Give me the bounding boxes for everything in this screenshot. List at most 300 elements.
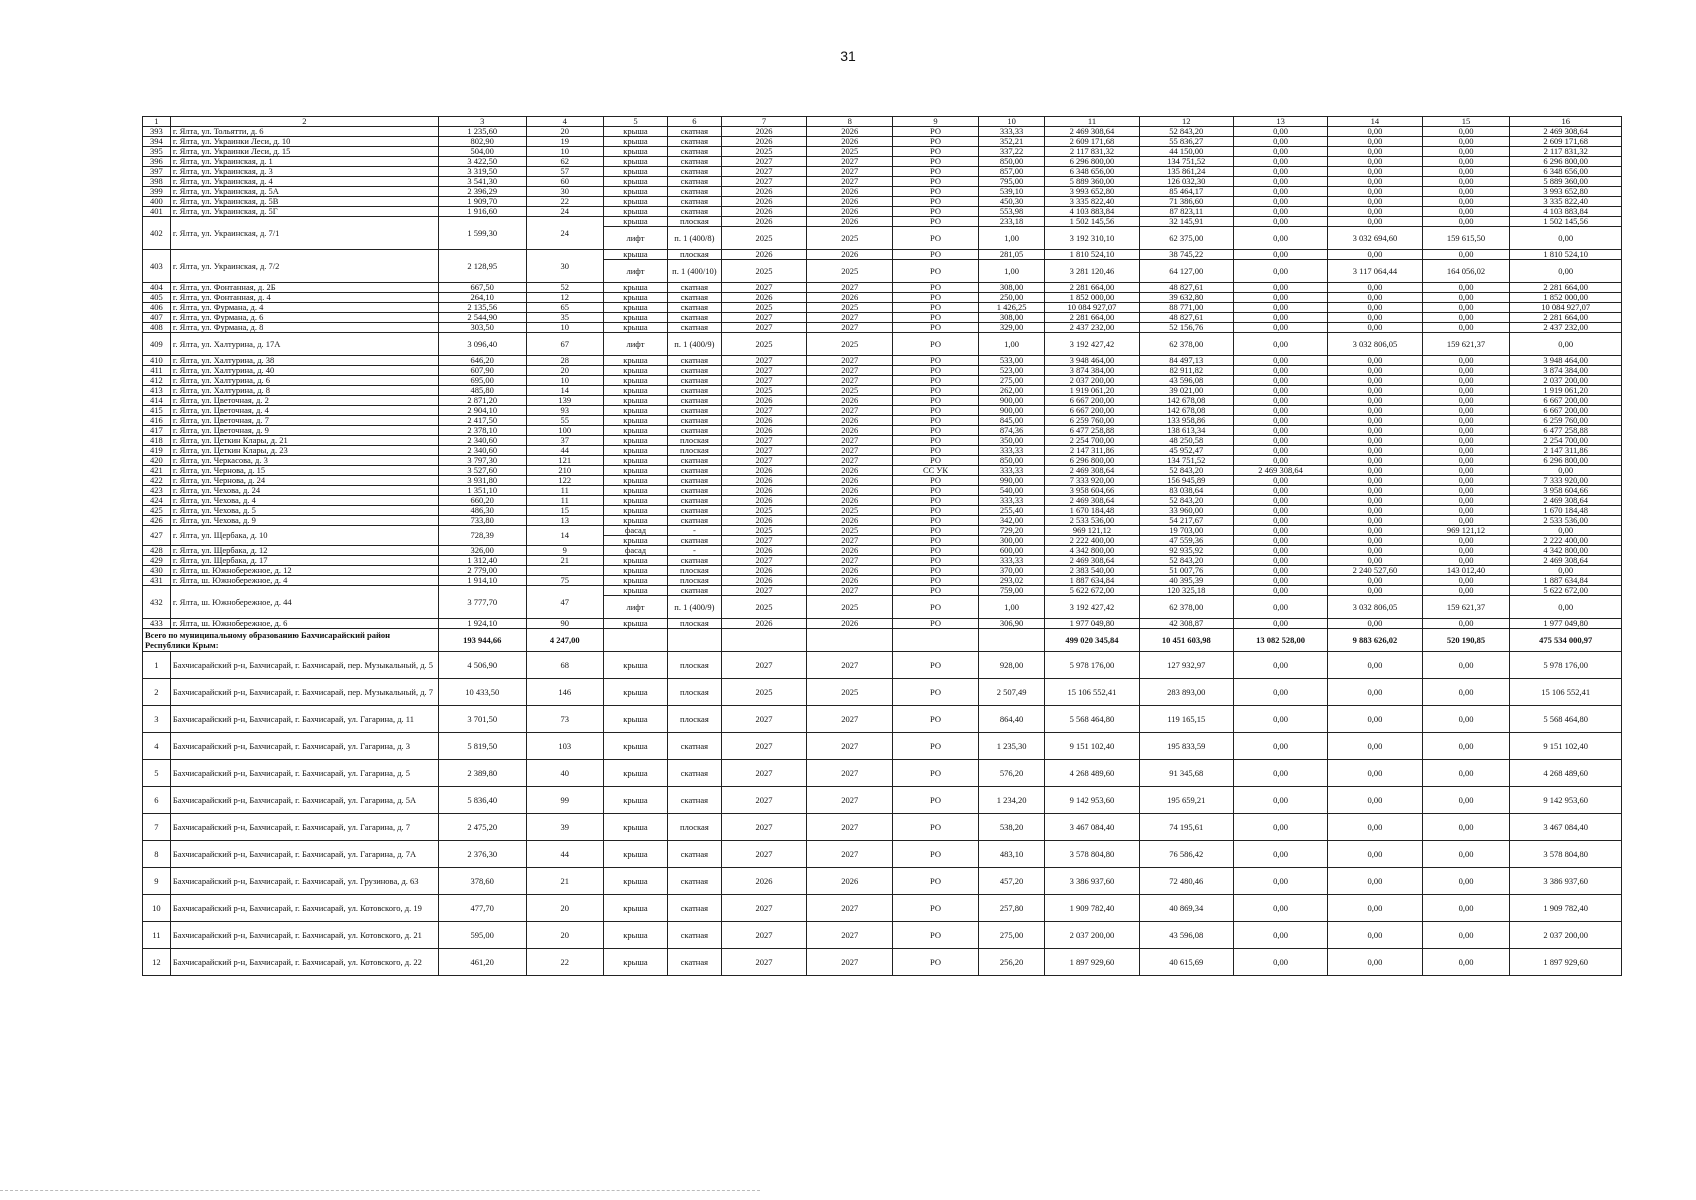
residents-cell: 57 [526,167,603,177]
budget-cell: 0,00 [1422,679,1510,706]
regional-operator-cell: 2 037 200,00 [1510,376,1622,386]
address-cell: Бахчисарайский р-н, Бахчисарай, г. Бахчисарай, ул. Гагарина, д. 5А [170,787,438,814]
year-fact-cell: 2026 [807,619,893,629]
fund-cell: 0,00 [1328,366,1422,376]
method-cell: РО [893,217,979,227]
owner-funds-cell: 0,00 [1233,814,1327,841]
regional-operator-cell: 6 667 200,00 [1510,406,1622,416]
owner-funds-cell: 0,00 [1233,787,1327,814]
control-cost-cell: 127 932,97 [1139,652,1233,679]
type-cell: скатная [668,293,722,303]
year-plan-cell: 2027 [721,157,807,167]
residents-cell: 35 [526,313,603,323]
area-cell: 3 422,50 [438,157,526,167]
year-plan-cell: 2027 [721,841,807,868]
control-cost-cell: 52 843,20 [1139,496,1233,506]
area-cell: 607,90 [438,366,526,376]
residents-cell [526,566,603,576]
year-fact-cell: 2026 [807,486,893,496]
volume-cell: 1,00 [978,227,1044,250]
residents-cell: 10 [526,147,603,157]
year-fact-cell: 2027 [807,556,893,566]
budget-cell: 0,00 [1422,366,1510,376]
regional-operator-cell: 2 147 311,86 [1510,446,1622,456]
year-plan-cell: 2025 [721,227,807,250]
cost-cell: 2 222 400,00 [1045,536,1139,546]
element-cell: крыша [603,868,667,895]
volume-cell: 900,00 [978,406,1044,416]
control-cost-cell: 52 843,20 [1139,556,1233,566]
method-cell: РО [893,456,979,466]
owner-funds-cell: 0,00 [1233,227,1327,250]
residents-cell: 20 [526,922,603,949]
method-cell: РО [893,576,979,586]
column-number: 7 [721,117,807,127]
element-cell: крыша [603,416,667,426]
column-number: 9 [893,117,979,127]
fund-cell: 0,00 [1328,546,1422,556]
regional-operator-cell: 6 259 760,00 [1510,416,1622,426]
type-cell: скатная [668,376,722,386]
method-cell: РО [893,566,979,576]
cost-cell: 2 281 664,00 [1045,283,1139,293]
residents-cell: 10 [526,323,603,333]
empty-cell [603,629,667,652]
area-cell: 4 506,90 [438,652,526,679]
year-fact-cell: 2025 [807,147,893,157]
control-cost-cell: 138 613,34 [1139,426,1233,436]
control-cost-cell: 40 869,34 [1139,895,1233,922]
type-cell: плоская [668,652,722,679]
area-cell: 477,70 [438,895,526,922]
table-row [143,556,1622,566]
address-cell: г. Ялта, ул. Цветочная, д. 4 [170,406,438,416]
address-cell: Бахчисарайский р-н, Бахчисарай, г. Бахчисарай, ул. Гагарина, д. 7А [170,841,438,868]
owner-funds-cell: 0,00 [1233,197,1327,207]
method-cell: РО [893,516,979,526]
control-cost-cell: 133 958,86 [1139,416,1233,426]
type-cell: п. 1 (400/9) [668,333,722,356]
element-cell: крыша [603,386,667,396]
owner-funds-cell: 0,00 [1233,137,1327,147]
regional-operator-cell: 9 142 953,60 [1510,787,1622,814]
year-fact-cell: 2025 [807,227,893,250]
fund-cell: 2 240 527,60 [1328,566,1422,576]
budget-cell: 0,00 [1422,386,1510,396]
cost-cell: 4 268 489,60 [1045,760,1139,787]
residents-cell: 99 [526,787,603,814]
control-cost-cell: 82 911,82 [1139,366,1233,376]
column-number: 16 [1510,117,1622,127]
control-cost-cell: 64 127,00 [1139,260,1233,283]
budget-cell: 0,00 [1422,250,1510,260]
area-cell: 1 312,40 [438,556,526,566]
year-plan-cell: 2025 [721,506,807,516]
year-plan-cell: 2027 [721,895,807,922]
area-cell: 3 541,30 [438,177,526,187]
table-row [143,167,1622,177]
empty-cell [721,629,807,652]
row-number-cell: 410 [143,356,171,366]
owner-funds-cell: 0,00 [1233,526,1327,536]
fund-cell: 0,00 [1328,376,1422,386]
cost-cell: 1 897 929,60 [1045,949,1139,976]
row-number-cell: 421 [143,466,171,476]
budget-cell: 0,00 [1422,436,1510,446]
owner-funds-cell: 0,00 [1233,313,1327,323]
area-cell: 10 433,50 [438,679,526,706]
fund-cell: 0,00 [1328,356,1422,366]
cost-cell: 2 469 308,64 [1045,496,1139,506]
element-cell: крыша [603,949,667,976]
year-fact-cell: 2027 [807,760,893,787]
owner-funds-cell: 0,00 [1233,895,1327,922]
type-cell: скатная [668,157,722,167]
cost-cell: 1 919 061,20 [1045,386,1139,396]
residents-cell: 13 [526,516,603,526]
fund-cell: 0,00 [1328,396,1422,406]
budget-cell: 0,00 [1422,536,1510,546]
year-fact-cell: 2027 [807,313,893,323]
element-cell: крыша [603,293,667,303]
residents-cell: 15 [526,506,603,516]
owner-funds-cell: 0,00 [1233,293,1327,303]
budget-cell: 159 621,37 [1422,596,1510,619]
table-row [143,652,1622,679]
type-cell: плоская [668,619,722,629]
fund-cell: 0,00 [1328,456,1422,466]
element-cell: фасад [603,526,667,536]
method-cell: РО [893,406,979,416]
address-cell: Бахчисарайский р-н, Бахчисарай, г. Бахчисарай, ул. Котовского, д. 21 [170,922,438,949]
table-row [143,283,1622,293]
address-cell: г. Ялта, ул. Щербака, д. 17 [170,556,438,566]
total-label-cell: Всего по муниципальному образованию Бахчисарайский район Республики Крым: [143,629,439,652]
table-row [143,303,1622,313]
cost-cell: 9 151 102,40 [1045,733,1139,760]
control-cost-cell: 283 893,00 [1139,679,1233,706]
address-cell: г. Ялта, ул. Украинская, д. 5В [170,197,438,207]
element-cell: лифт [603,260,667,283]
table-row [143,486,1622,496]
regional-operator-cell: 1 897 929,60 [1510,949,1622,976]
type-cell: скатная [668,586,722,596]
row-number-cell: 422 [143,476,171,486]
method-cell: РО [893,760,979,787]
address-cell: г. Ялта, ул. Халтурина, д. 38 [170,356,438,366]
owner-funds-cell: 2 469 308,64 [1233,466,1327,476]
column-number: 6 [668,117,722,127]
volume-cell: 850,00 [978,456,1044,466]
element-cell: крыша [603,137,667,147]
year-fact-cell: 2026 [807,496,893,506]
area-cell: 1 916,60 [438,207,526,217]
table-row [143,895,1622,922]
address-cell: г. Ялта, ул. Цветочная, д. 2 [170,396,438,406]
regional-operator-cell: 1 977 049,80 [1510,619,1622,629]
method-cell: РО [893,147,979,157]
total-regional-operator-cell: 475 534 000,97 [1510,629,1622,652]
control-cost-cell: 47 559,36 [1139,536,1233,546]
table-row [143,147,1622,157]
year-plan-cell: 2027 [721,706,807,733]
address-cell: г. Ялта, ул. Фонтанная, д. 4 [170,293,438,303]
page-number: 31 [840,48,856,64]
control-cost-cell: 39 632,80 [1139,293,1233,303]
table-row [143,250,1622,260]
type-cell: скатная [668,406,722,416]
row-number-cell: 412 [143,376,171,386]
year-plan-cell: 2026 [721,496,807,506]
budget-cell: 0,00 [1422,127,1510,137]
owner-funds-cell: 0,00 [1233,576,1327,586]
area-cell: 3 931,80 [438,476,526,486]
volume-cell: 1 235,30 [978,733,1044,760]
volume-cell: 293,02 [978,576,1044,586]
address-cell: г. Ялта, ул. Щербака, д. 12 [170,546,438,556]
area-cell: 2 340,60 [438,436,526,446]
regional-operator-cell: 1 502 145,56 [1510,217,1622,227]
cost-cell: 3 192 427,42 [1045,333,1139,356]
type-cell: скатная [668,536,722,546]
year-plan-cell: 2027 [721,446,807,456]
year-fact-cell: 2026 [807,396,893,406]
element-cell: крыша [603,187,667,197]
element-cell: крыша [603,496,667,506]
row-number-cell: 427 [143,526,171,546]
year-plan-cell: 2026 [721,396,807,406]
year-fact-cell: 2027 [807,157,893,167]
year-plan-cell: 2025 [721,526,807,536]
residents-cell: 11 [526,496,603,506]
area-cell: 3 096,40 [438,333,526,356]
type-cell: плоская [668,436,722,446]
volume-cell: 250,00 [978,293,1044,303]
budget-cell: 0,00 [1422,217,1510,227]
method-cell: РО [893,446,979,456]
type-cell: скатная [668,787,722,814]
fund-cell: 0,00 [1328,416,1422,426]
year-fact-cell: 2027 [807,283,893,293]
type-cell: скатная [668,486,722,496]
volume-cell: 333,33 [978,556,1044,566]
type-cell: плоская [668,217,722,227]
residents-cell: 24 [526,217,603,250]
owner-funds-cell: 0,00 [1233,386,1327,396]
table-row [143,293,1622,303]
residents-cell: 55 [526,416,603,426]
element-cell: крыша [603,313,667,323]
volume-cell: 275,00 [978,922,1044,949]
element-cell: крыша [603,760,667,787]
volume-cell: 300,00 [978,536,1044,546]
control-cost-cell: 54 217,67 [1139,516,1233,526]
owner-funds-cell: 0,00 [1233,207,1327,217]
row-number-cell: 431 [143,576,171,586]
type-cell: скатная [668,496,722,506]
area-cell: 2 475,20 [438,814,526,841]
method-cell: РО [893,526,979,536]
budget-cell: 0,00 [1422,486,1510,496]
volume-cell: 1 426,25 [978,303,1044,313]
regional-operator-cell: 6 348 656,00 [1510,167,1622,177]
row-number-cell: 395 [143,147,171,157]
year-fact-cell: 2026 [807,137,893,147]
year-plan-cell: 2026 [721,868,807,895]
owner-funds-cell: 0,00 [1233,868,1327,895]
fund-cell: 3 032 806,05 [1328,333,1422,356]
fund-cell: 0,00 [1328,177,1422,187]
element-cell: крыша [603,366,667,376]
owner-funds-cell: 0,00 [1233,760,1327,787]
cost-cell: 6 296 800,00 [1045,157,1139,167]
method-cell: РО [893,197,979,207]
regional-operator-cell: 1 810 524,10 [1510,250,1622,260]
row-number-cell: 399 [143,187,171,197]
year-fact-cell: 2025 [807,596,893,619]
cost-cell: 2 533 536,00 [1045,516,1139,526]
table-row [143,323,1622,333]
repair-program-table [142,116,1622,976]
cost-cell: 5 978 176,00 [1045,652,1139,679]
method-cell: РО [893,137,979,147]
row-number-cell: 425 [143,506,171,516]
budget-cell: 0,00 [1422,922,1510,949]
type-cell: п. 1 (400/10) [668,260,722,283]
method-cell: РО [893,366,979,376]
area-cell: 5 819,50 [438,733,526,760]
control-cost-cell: 62 375,00 [1139,227,1233,250]
row-number-cell: 8 [143,841,171,868]
control-cost-cell: 84 497,13 [1139,356,1233,366]
row-number-cell: 433 [143,619,171,629]
address-cell: г. Ялта, ул. Украинская, д. 4 [170,177,438,187]
area-cell: 1 924,10 [438,619,526,629]
column-number: 3 [438,117,526,127]
budget-cell: 0,00 [1422,516,1510,526]
method-cell: РО [893,436,979,446]
row-number-cell: 10 [143,895,171,922]
budget-cell: 0,00 [1422,157,1510,167]
volume-cell: 1,00 [978,333,1044,356]
type-cell: скатная [668,416,722,426]
row-number-cell: 393 [143,127,171,137]
method-cell: РО [893,476,979,486]
type-cell: скатная [668,356,722,366]
column-number: 5 [603,117,667,127]
owner-funds-cell: 0,00 [1233,366,1327,376]
table-row [143,426,1622,436]
fund-cell: 0,00 [1328,386,1422,396]
volume-cell: 370,00 [978,566,1044,576]
volume-cell: 2 507,49 [978,679,1044,706]
year-plan-cell: 2027 [721,177,807,187]
budget-cell: 0,00 [1422,586,1510,596]
year-fact-cell: 2026 [807,217,893,227]
method-cell: РО [893,619,979,629]
residents-cell: 68 [526,652,603,679]
volume-cell: 308,00 [978,283,1044,293]
row-number-cell: 420 [143,456,171,466]
volume-cell: 352,21 [978,137,1044,147]
residents-cell: 14 [526,386,603,396]
fund-cell: 0,00 [1328,466,1422,476]
control-cost-cell: 135 861,24 [1139,167,1233,177]
year-plan-cell: 2027 [721,366,807,376]
regional-operator-cell: 7 333 920,00 [1510,476,1622,486]
cost-cell: 2 281 664,00 [1045,313,1139,323]
budget-cell: 0,00 [1422,406,1510,416]
fund-cell: 3 032 806,05 [1328,596,1422,619]
year-fact-cell: 2026 [807,546,893,556]
method-cell: РО [893,706,979,733]
method-cell: РО [893,426,979,436]
element-cell: крыша [603,217,667,227]
table-row [143,356,1622,366]
year-fact-cell: 2026 [807,197,893,207]
element-cell: крыша [603,396,667,406]
cost-cell: 1 977 049,80 [1045,619,1139,629]
owner-funds-cell: 0,00 [1233,323,1327,333]
control-cost-cell: 43 596,08 [1139,376,1233,386]
element-cell: крыша [603,706,667,733]
owner-funds-cell: 0,00 [1233,217,1327,227]
cost-cell: 2 469 308,64 [1045,556,1139,566]
year-plan-cell: 2026 [721,466,807,476]
column-number: 4 [526,117,603,127]
budget-cell: 143 012,40 [1422,566,1510,576]
year-fact-cell: 2025 [807,506,893,516]
element-cell: крыша [603,356,667,366]
control-cost-cell: 62 378,00 [1139,333,1233,356]
type-cell: - [668,546,722,556]
type-cell: скатная [668,323,722,333]
type-cell: скатная [668,733,722,760]
area-cell: 1 914,10 [438,576,526,586]
control-cost-cell: 88 771,00 [1139,303,1233,313]
table-body [143,127,1622,976]
volume-cell: 262,00 [978,386,1044,396]
row-number-cell: 398 [143,177,171,187]
fund-cell: 0,00 [1328,536,1422,546]
year-plan-cell: 2026 [721,187,807,197]
owner-funds-cell: 0,00 [1233,250,1327,260]
type-cell: скатная [668,760,722,787]
residents-cell: 73 [526,706,603,733]
address-cell: г. Ялта, ш. Южнобережное, д. 4 [170,576,438,586]
control-cost-cell: 43 596,08 [1139,922,1233,949]
table-row [143,922,1622,949]
regional-operator-cell: 1 670 184,48 [1510,506,1622,516]
owner-funds-cell: 0,00 [1233,356,1327,366]
volume-cell: 256,20 [978,949,1044,976]
address-cell: г. Ялта, ул. Черкасова, д. 3 [170,456,438,466]
type-cell: скатная [668,167,722,177]
year-plan-cell: 2025 [721,147,807,157]
cost-cell: 1 909 782,40 [1045,895,1139,922]
regional-operator-cell: 2 533 536,00 [1510,516,1622,526]
regional-operator-cell: 3 958 604,66 [1510,486,1622,496]
table-row [143,376,1622,386]
control-cost-cell: 85 464,17 [1139,187,1233,197]
control-cost-cell: 87 823,11 [1139,207,1233,217]
volume-cell: 483,10 [978,841,1044,868]
fund-cell: 0,00 [1328,157,1422,167]
fund-cell: 0,00 [1328,436,1422,446]
cost-cell: 6 667 200,00 [1045,406,1139,416]
year-plan-cell: 2027 [721,323,807,333]
owner-funds-cell: 0,00 [1233,841,1327,868]
